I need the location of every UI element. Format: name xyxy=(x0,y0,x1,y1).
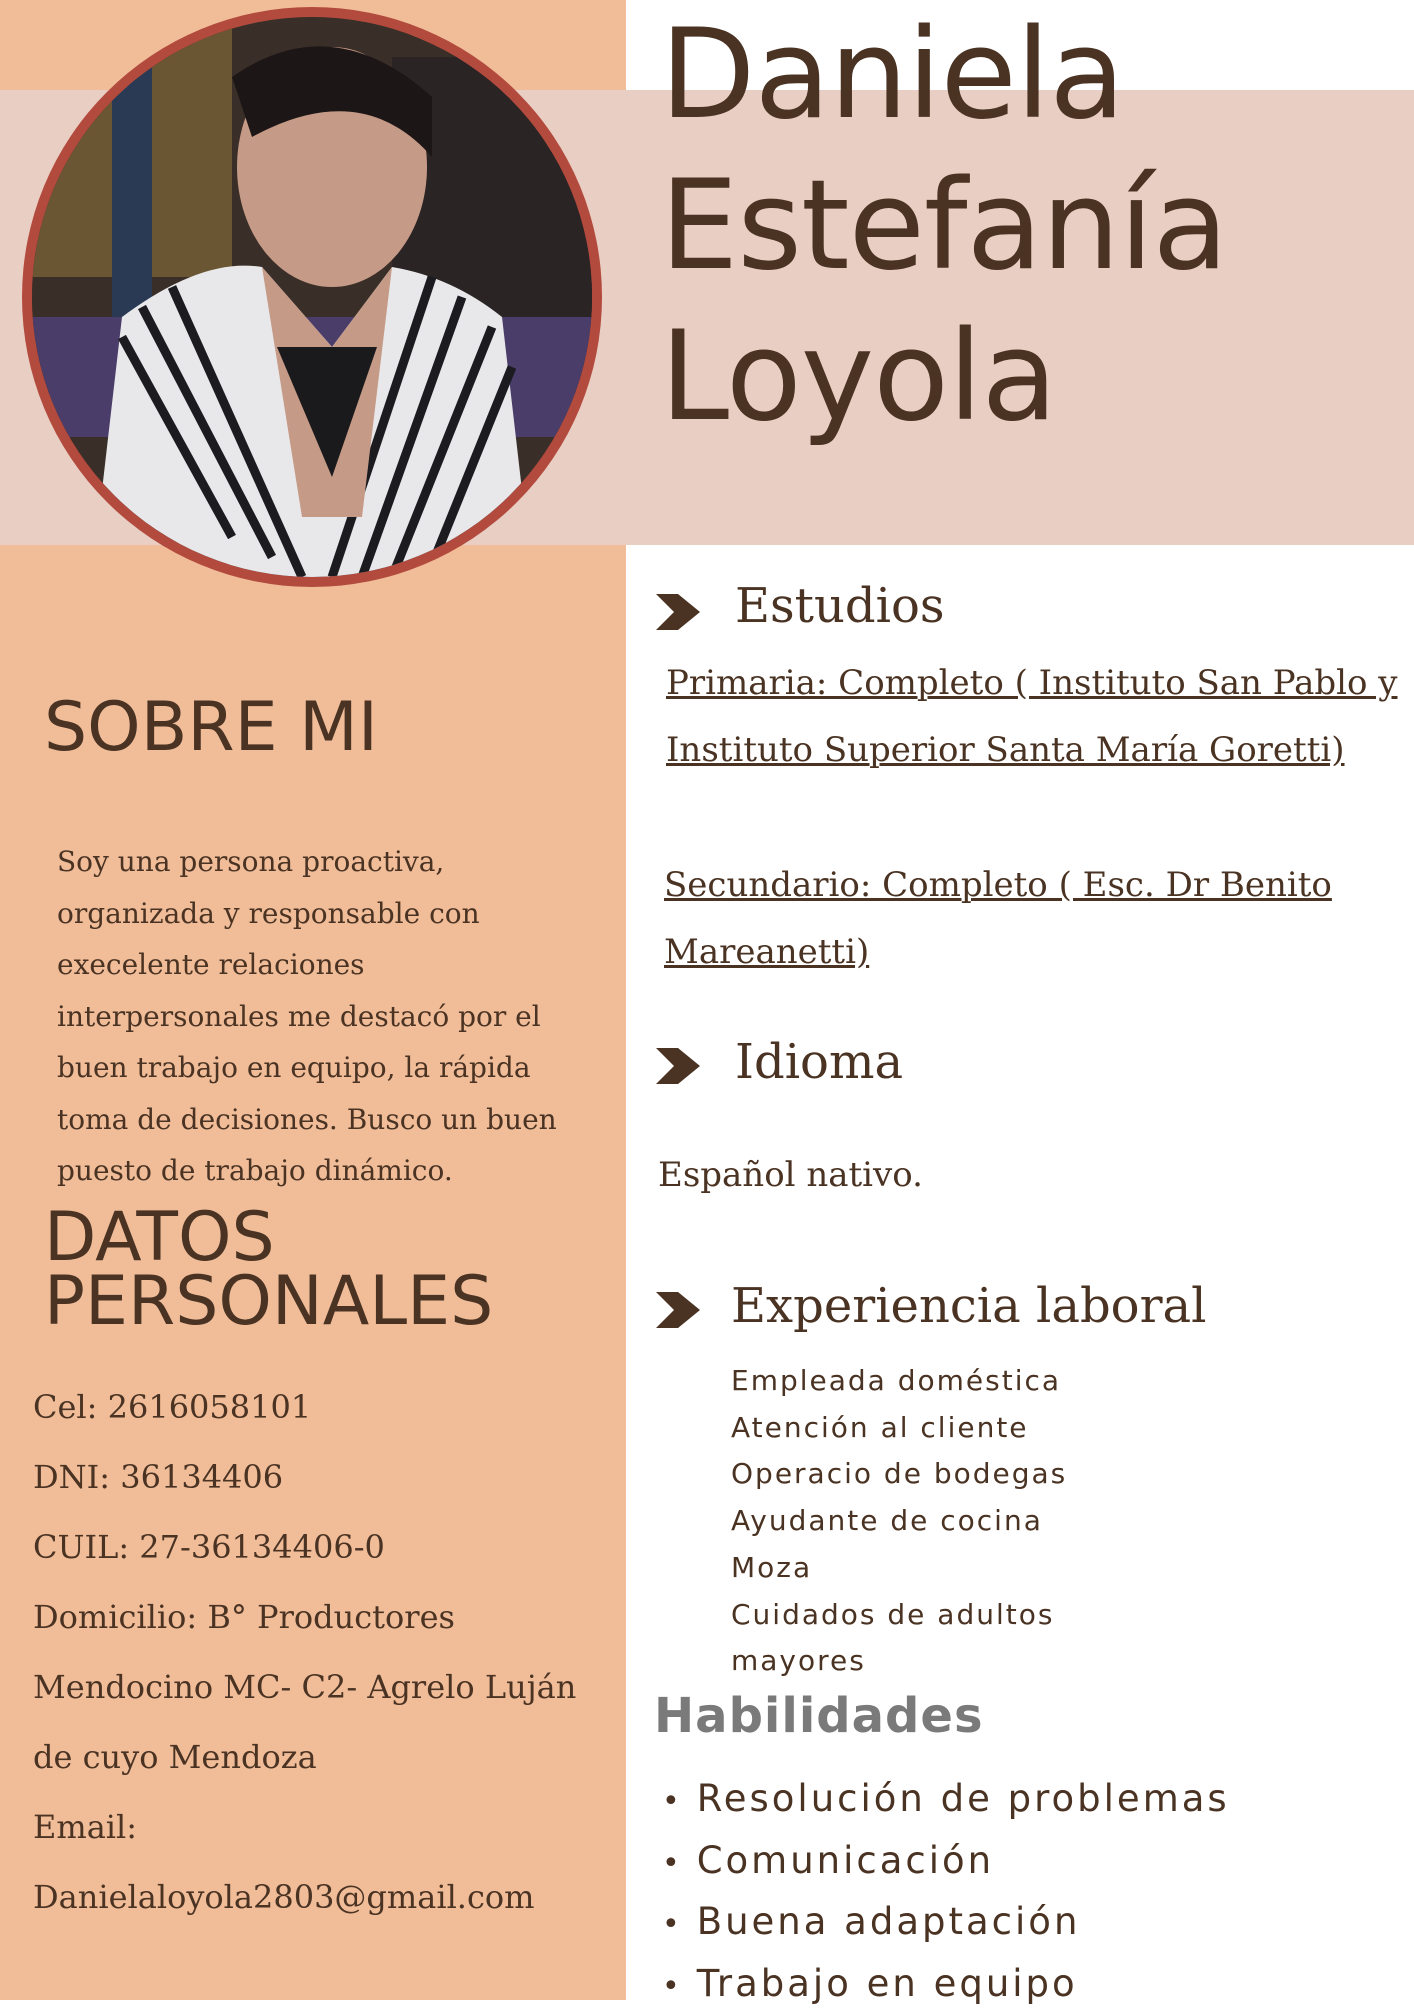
studies-title: Estudios xyxy=(735,578,944,634)
personal-title xyxy=(44,1206,493,1334)
about-text: Soy una persona proactiva, organizada y responsable con execelente relaciones interpersonales me destacó por el buen trabajo en equipo, la rápida toma de decisiones. Busco un buen puesto de trabajo dinámico. xyxy=(57,836,557,1197)
name-middle: Estefanía xyxy=(660,151,1228,302)
name-last: Loyola xyxy=(660,302,1228,453)
skill-item: • Buena adaptación xyxy=(662,1893,1230,1955)
chevron-right-icon xyxy=(656,594,700,630)
personal-cuil: CUIL: 27-36134406-0 xyxy=(33,1512,603,1582)
skills-title: Habilidades xyxy=(654,1688,984,1744)
personal-address-line3: de cuyo Mendoza xyxy=(33,1722,603,1792)
skills-list xyxy=(662,1770,1230,2016)
full-name xyxy=(660,0,1228,453)
profile-photo xyxy=(32,17,592,577)
chevron-right-icon xyxy=(656,1048,700,1084)
skill-item: • Resolución de problemas xyxy=(662,1770,1230,1832)
personal-email-label: Email: xyxy=(33,1792,603,1862)
studies-primary-line2: Instituto Superior Santa María Goretti) xyxy=(666,717,1406,784)
work-item: Ayudante de cocina xyxy=(731,1498,1067,1545)
profile-photo-image xyxy=(32,17,592,577)
studies-secondary-line2: Mareanetti) xyxy=(664,919,1404,986)
personal-phone: Cel: 2616058101 xyxy=(33,1372,603,1442)
work-item: Atención al cliente xyxy=(731,1405,1067,1452)
profile-photo-frame xyxy=(22,7,602,587)
language-text: Español nativo. xyxy=(658,1155,923,1195)
skill-item: • Comunicación xyxy=(662,1832,1230,1894)
about-title: SOBRE MI xyxy=(44,696,378,760)
work-list xyxy=(731,1358,1067,1685)
personal-dni: DNI: 36134406 xyxy=(33,1442,603,1512)
work-item: Empleada doméstica xyxy=(731,1358,1067,1405)
work-title: Experiencia laboral xyxy=(731,1278,1206,1334)
work-item: Operacio de bodegas xyxy=(731,1451,1067,1498)
personal-email: Danielaloyola2803@gmail.com xyxy=(33,1862,603,1932)
studies-secondary-line1: Secundario: Completo ( Esc. Dr Benito xyxy=(664,852,1404,919)
personal-address-line2: Mendocino MC- C2- Agrelo Luján xyxy=(33,1652,603,1722)
work-item: mayores xyxy=(731,1638,1067,1685)
personal-title-line2: PERSONALES xyxy=(44,1270,493,1334)
language-title: Idioma xyxy=(735,1034,903,1090)
name-first: Daniela xyxy=(660,0,1228,151)
work-item: Moza xyxy=(731,1545,1067,1592)
studies-primary-line1: Primaria: Completo ( Instituto San Pablo y xyxy=(666,650,1406,717)
personal-title-line1: DATOS xyxy=(44,1206,493,1270)
personal-address-line1: Domicilio: B° Productores xyxy=(33,1582,603,1652)
personal-data-list xyxy=(33,1372,603,1932)
chevron-right-icon xyxy=(656,1292,700,1328)
work-item: Cuidados de adultos xyxy=(731,1592,1067,1639)
skill-item: • Trabajo en equipo xyxy=(662,1955,1230,2016)
